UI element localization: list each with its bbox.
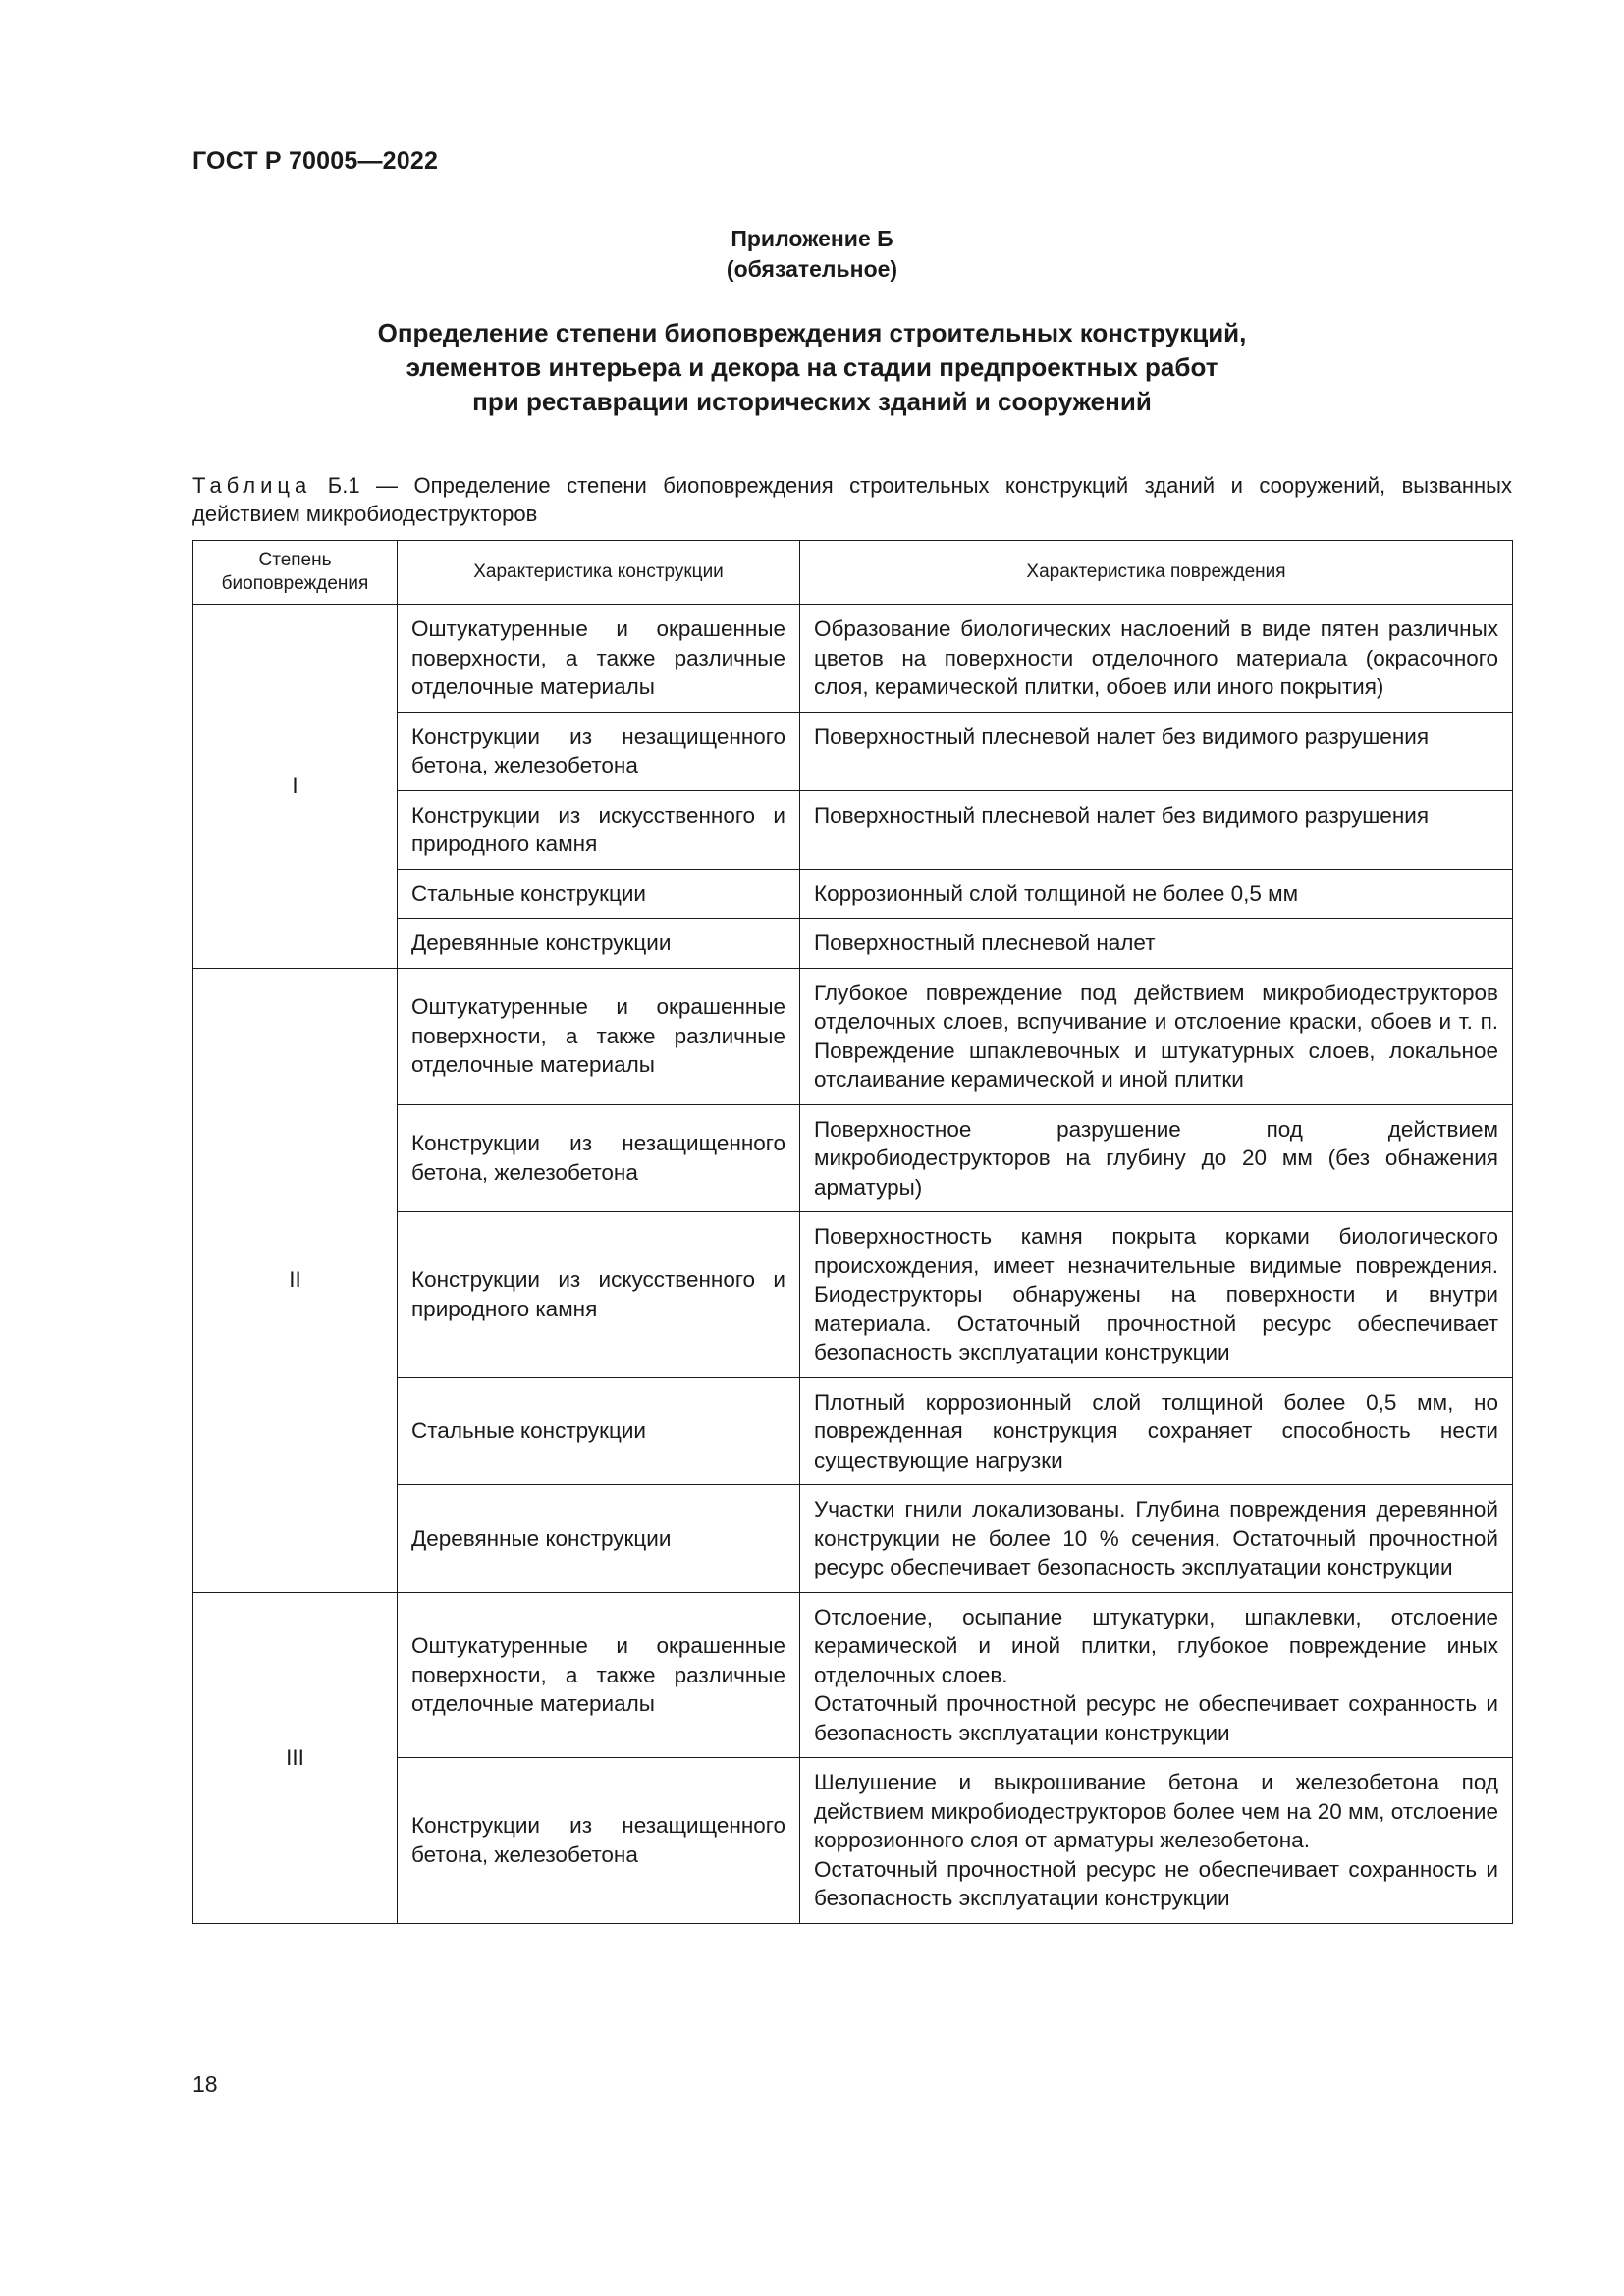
- table-body: [193, 605, 1513, 1924]
- damage-cell: Поверхностный плесневой налет без видимого разрушения: [800, 712, 1513, 790]
- table-row: [193, 1592, 1513, 1758]
- damage-cell: Коррозионный слой толщиной не более 0,5 мм: [800, 869, 1513, 919]
- construction-cell: Стальные конструкции: [398, 1377, 800, 1485]
- table-caption: [192, 471, 1512, 528]
- appendix-heading: [0, 224, 1624, 285]
- page-number: 18: [192, 2071, 218, 2097]
- damage-cell: Поверхностный плесневой налет без видимого разрушения: [800, 790, 1513, 869]
- document-code: ГОСТ Р 70005—2022: [192, 147, 439, 175]
- damage-cell: Участки гнили локализованы. Глубина повреждения деревянной конструкции не более 10 % сечения. Остаточный прочностной ресурс обеспечивает безопасность эксплуатации конструкции: [800, 1485, 1513, 1593]
- damage-cell: Глубокое повреждение под действием микробиодеструкторов отделочных слоев, вспучивание и отслоение краски, обоев и т. п. Повреждение шпаклевочных и штукатурных слоев, локальное отслаивание керамической и иной плитки: [800, 968, 1513, 1104]
- appendix-status: (обязательное): [726, 256, 898, 282]
- header-damage: Характеристика повреждения: [800, 541, 1513, 605]
- damage-cell: Поверхностность камня покрыта корками биологического происхождения, имеет незначительные видимые повреждения. Биодеструкторы обнаружены на поверхности и внутри материала. Остаточный прочностной ресурс обеспечивает безопасность эксплуатации конструкции: [800, 1212, 1513, 1378]
- construction-cell: Стальные конструкции: [398, 869, 800, 919]
- header-construction: Характеристика конструкции: [398, 541, 800, 605]
- construction-cell: Конструкции из искусственного и природного камня: [398, 1212, 800, 1378]
- title-line-3: при реставрации исторических зданий и сооружений: [472, 387, 1152, 416]
- damage-cell: Шелушение и выкрошивание бетона и железобетона под действием микробиодеструкторов более чем на 20 мм, отслоение коррозионного слоя от арматуры железобетона. Остаточный прочностной ресурс не обеспечивает сохранность и безопасность эксплуатации конструкции: [800, 1758, 1513, 1924]
- table-header-row: [193, 541, 1513, 605]
- construction-cell: Конструкции из незащищенного бетона, железобетона: [398, 712, 800, 790]
- table-row: [193, 605, 1513, 713]
- title-line-1: Определение степени биоповреждения строительных конструкций,: [377, 318, 1247, 347]
- table-caption-text: Б.1 — Определение степени биоповреждения строительных конструкций зданий и сооружений, вызванных действием микробиодеструкторов: [192, 473, 1512, 526]
- damage-cell: Плотный коррозионный слой толщиной более 0,5 мм, но поврежденная конструкция сохраняет способность нести существующие нагрузки: [800, 1377, 1513, 1485]
- construction-cell: Конструкции из искусственного и природного камня: [398, 790, 800, 869]
- degree-cell: III: [193, 1592, 398, 1923]
- appendix-subject-title: [0, 316, 1624, 419]
- construction-cell: Оштукатуренные и окрашенные поверхности, а также различные отделочные материалы: [398, 968, 800, 1104]
- appendix-title: Приложение Б: [731, 226, 893, 251]
- construction-cell: Деревянные конструкции: [398, 1485, 800, 1593]
- construction-cell: Оштукатуренные и окрашенные поверхности, а также различные отделочные материалы: [398, 605, 800, 713]
- header-degree: Степень биоповреждения: [193, 541, 398, 605]
- construction-cell: Оштукатуренные и окрашенные поверхности, а также различные отделочные материалы: [398, 1592, 800, 1758]
- degree-cell: II: [193, 968, 398, 1592]
- damage-cell: Образование биологических наслоений в виде пятен различных цветов на поверхности отделочного материала (окрасочного слоя, керамической плитки, обоев или иного покрытия): [800, 605, 1513, 713]
- damage-cell: Поверхностное разрушение под действием микробиодеструкторов на глубину до 20 мм (без обнажения арматуры): [800, 1104, 1513, 1212]
- biodamage-table: [192, 540, 1513, 1924]
- degree-cell: I: [193, 605, 398, 969]
- construction-cell: Деревянные конструкции: [398, 919, 800, 969]
- table-caption-label: Таблица: [192, 473, 312, 498]
- damage-cell: Поверхностный плесневой налет: [800, 919, 1513, 969]
- title-line-2: элементов интерьера и декора на стадии предпроектных работ: [406, 352, 1218, 382]
- table-row: [193, 968, 1513, 1104]
- damage-cell: Отслоение, осыпание штукатурки, шпаклевки, отслоение керамической и иной плитки, глубокое повреждение иных отделочных слоев. Остаточный прочностной ресурс не обеспечивает сохранность и безопасность эксплуатации конструкции: [800, 1592, 1513, 1758]
- construction-cell: Конструкции из незащищенного бетона, железобетона: [398, 1104, 800, 1212]
- construction-cell: Конструкции из незащищенного бетона, железобетона: [398, 1758, 800, 1924]
